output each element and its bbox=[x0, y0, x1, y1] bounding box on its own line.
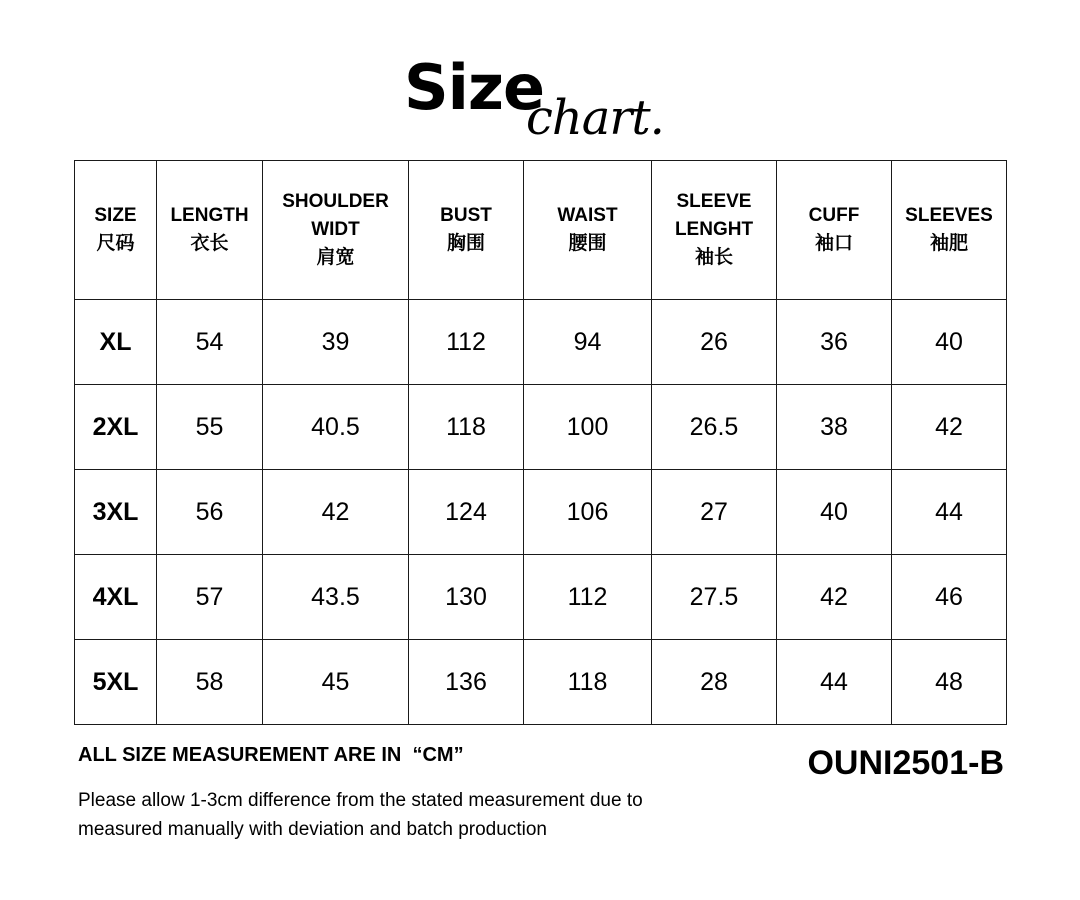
size-cell: XL bbox=[75, 300, 157, 385]
bust-cell: 112 bbox=[409, 300, 524, 385]
sleeves-cell: 42 bbox=[892, 385, 1007, 470]
size-cell: 3XL bbox=[75, 470, 157, 555]
size-cell: 4XL bbox=[75, 555, 157, 640]
length-cell: 54 bbox=[157, 300, 263, 385]
sleeves-cell: 48 bbox=[892, 640, 1007, 725]
shoulder-cell: 40.5 bbox=[263, 385, 409, 470]
length-cell: 55 bbox=[157, 385, 263, 470]
table-row bbox=[75, 385, 1007, 470]
header-label-cn: 尺码 bbox=[96, 233, 135, 254]
header-bust bbox=[409, 161, 524, 300]
header-label: BUST bbox=[440, 205, 492, 226]
measurement-disclaimer bbox=[78, 786, 778, 844]
sleeves-cell: 46 bbox=[892, 555, 1007, 640]
table-row bbox=[75, 640, 1007, 725]
header-shoulder-width bbox=[263, 161, 409, 300]
header-label-cn: 袖肥 bbox=[929, 233, 968, 254]
shoulder-cell: 42 bbox=[263, 470, 409, 555]
header-label: SIZE bbox=[94, 205, 137, 226]
sleeves-cell: 44 bbox=[892, 470, 1007, 555]
header-label-cn: 胸围 bbox=[446, 233, 485, 254]
table-header-row bbox=[75, 161, 1007, 300]
header-label: SHOULDER bbox=[282, 191, 389, 212]
size-cell: 2XL bbox=[75, 385, 157, 470]
sleeve-length-cell: 27 bbox=[652, 470, 777, 555]
waist-cell: 106 bbox=[524, 470, 652, 555]
header-label-line2: LENGHT bbox=[674, 219, 754, 240]
sleeve-length-cell: 26 bbox=[652, 300, 777, 385]
header-label-line2: WIDT bbox=[311, 219, 360, 240]
waist-cell: 94 bbox=[524, 300, 652, 385]
cuff-cell: 42 bbox=[777, 555, 892, 640]
size-cell: 5XL bbox=[75, 640, 157, 725]
cuff-cell: 38 bbox=[777, 385, 892, 470]
length-cell: 57 bbox=[157, 555, 263, 640]
length-cell: 58 bbox=[157, 640, 263, 725]
bust-cell: 118 bbox=[409, 385, 524, 470]
disclaimer-line: Please allow 1-3cm difference from the stated measurement due to bbox=[78, 790, 643, 811]
table-row bbox=[75, 470, 1007, 555]
header-label: CUFF bbox=[808, 205, 860, 226]
sleeve-length-cell: 28 bbox=[652, 640, 777, 725]
header-label: LENGTH bbox=[170, 205, 249, 226]
header-label-cn: 衣长 bbox=[190, 233, 229, 254]
size-table bbox=[74, 160, 1007, 725]
sleeve-length-cell: 27.5 bbox=[652, 555, 777, 640]
disclaimer-line: measured manually with deviation and batch production bbox=[78, 819, 547, 840]
table-row bbox=[75, 300, 1007, 385]
product-code: OUNI2501-B bbox=[807, 744, 1004, 782]
sleeve-length-cell: 26.5 bbox=[652, 385, 777, 470]
header-sleeves bbox=[892, 161, 1007, 300]
shoulder-cell: 43.5 bbox=[263, 555, 409, 640]
size-chart-title bbox=[0, 48, 1080, 148]
waist-cell: 118 bbox=[524, 640, 652, 725]
header-label-cn: 腰围 bbox=[568, 233, 607, 254]
table-row bbox=[75, 555, 1007, 640]
waist-cell: 112 bbox=[524, 555, 652, 640]
header-label-cn: 肩宽 bbox=[316, 247, 355, 268]
header-cuff bbox=[777, 161, 892, 300]
header-label: WAIST bbox=[557, 205, 618, 226]
header-size bbox=[75, 161, 157, 300]
cuff-cell: 40 bbox=[777, 470, 892, 555]
title-main: Size bbox=[404, 51, 545, 124]
shoulder-cell: 45 bbox=[263, 640, 409, 725]
cuff-cell: 36 bbox=[777, 300, 892, 385]
bust-cell: 136 bbox=[409, 640, 524, 725]
unit-note: ALL SIZE MEASUREMENT ARE IN “CM” bbox=[78, 744, 464, 766]
header-waist bbox=[524, 161, 652, 300]
waist-cell: 100 bbox=[524, 385, 652, 470]
header-label-cn: 袖长 bbox=[694, 247, 733, 268]
shoulder-cell: 39 bbox=[263, 300, 409, 385]
header-label: SLEEVE bbox=[676, 191, 752, 212]
sleeves-cell: 40 bbox=[892, 300, 1007, 385]
header-sleeve-length bbox=[652, 161, 777, 300]
header-length bbox=[157, 161, 263, 300]
cuff-cell: 44 bbox=[777, 640, 892, 725]
header-label: SLEEVES bbox=[905, 205, 993, 226]
title-sub: chart. bbox=[526, 90, 664, 146]
header-label-cn: 袖口 bbox=[814, 233, 853, 254]
bust-cell: 124 bbox=[409, 470, 524, 555]
bust-cell: 130 bbox=[409, 555, 524, 640]
length-cell: 56 bbox=[157, 470, 263, 555]
